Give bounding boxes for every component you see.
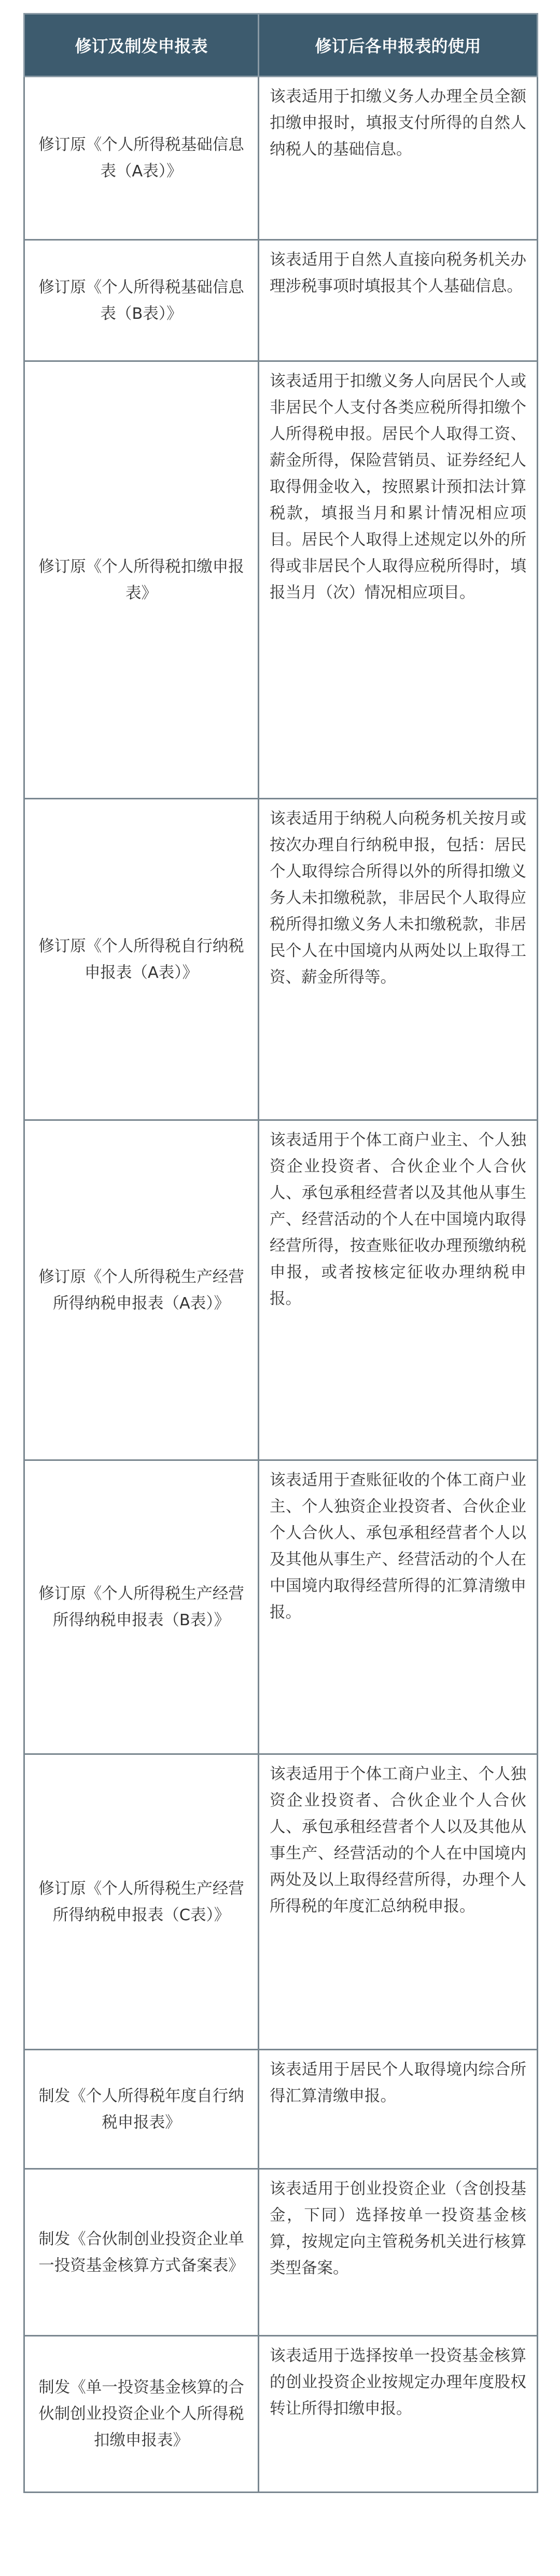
table-row <box>24 2169 538 2336</box>
table-row <box>24 240 538 361</box>
form-usage-cell: 该表适用于扣缴义务人办理全员全额扣缴申报时，填报支付所得的自然人纳税人的基础信息。 <box>259 77 538 240</box>
form-usage-cell: 该表适用于创业投资企业（含创投基金，下同）选择按单一投资基金核算，按规定向主管税务机关进行核算类型备案。 <box>259 2169 538 2336</box>
form-name-cell: 修订原《个人所得税基础信息表（A表）》 <box>24 77 259 240</box>
form-name-cell: 制发《合伙制创业投资企业单一投资基金核算方式备案表》 <box>24 2169 259 2336</box>
form-name-cell: 修订原《个人所得税基础信息表（B表）》 <box>24 240 259 361</box>
table-row <box>24 2336 538 2493</box>
form-usage-cell: 该表适用于自然人直接向税务机关办理涉税事项时填报其个人基础信息。 <box>259 240 538 361</box>
table-header-row <box>24 14 538 77</box>
form-name-cell: 修订原《个人所得税生产经营所得纳税申报表（B表）》 <box>24 1460 259 1754</box>
form-name-cell: 修订原《个人所得税生产经营所得纳税申报表（C表）》 <box>24 1754 259 2050</box>
table-row <box>24 799 538 1120</box>
table-row <box>24 1754 538 2050</box>
tax-forms-table <box>23 13 538 2493</box>
form-usage-cell: 该表适用于选择按单一投资基金核算的创业投资企业按规定办理年度股权转让所得扣缴申报。 <box>259 2336 538 2493</box>
table-row <box>24 1460 538 1754</box>
form-name-cell: 修订原《个人所得税扣缴申报表》 <box>24 361 259 799</box>
header-form: 修订及制发申报表 <box>24 14 259 77</box>
form-usage-cell: 该表适用于个体工商户业主、个人独资企业投资者、合伙企业个人合伙人、承包承租经营者个人以及其他从事生产、经营活动的个人在中国境内两处及以上取得经营所得，办理个人所得税的年度汇总纳税申报。 <box>259 1754 538 2050</box>
table-row <box>24 2050 538 2169</box>
form-usage-cell: 该表适用于扣缴义务人向居民个人或非居民个人支付各类应税所得扣缴个人所得税申报。居民个人取得工资、薪金所得，保险营销员、证券经纪人取得佣金收入，按照累计预扣法计算税款，填报当月和累计情况相应项目。居民个人取得上述规定以外的所得或非居民个人取得应税所得时，填报当月（次）情况相应项目。 <box>259 361 538 799</box>
form-name-cell: 修订原《个人所得税生产经营所得纳税申报表（A表）》 <box>24 1120 259 1460</box>
table-row <box>24 77 538 240</box>
header-usage: 修订后各申报表的使用 <box>259 14 538 77</box>
form-name-cell: 制发《单一投资基金核算的合伙制创业投资企业个人所得税扣缴申报表》 <box>24 2336 259 2493</box>
form-usage-cell: 该表适用于个体工商户业主、个人独资企业投资者、合伙企业个人合伙人、承包承租经营者以及其他从事生产、经营活动的个人在中国境内取得经营所得，按查账征收办理预缴纳税申报，或者按核定征收办理纳税申报。 <box>259 1120 538 1460</box>
form-usage-cell: 该表适用于居民个人取得境内综合所得汇算清缴申报。 <box>259 2050 538 2169</box>
form-usage-cell: 该表适用于查账征收的个体工商户业主、个人独资企业投资者、合伙企业个人合伙人、承包承租经营者个人以及其他从事生产、经营活动的个人在中国境内取得经营所得的汇算清缴申报。 <box>259 1460 538 1754</box>
table-row <box>24 1120 538 1460</box>
form-usage-cell: 该表适用于纳税人向税务机关按月或按次办理自行纳税申报，包括：居民个人取得综合所得以外的所得扣缴义务人未扣缴税款，非居民个人取得应税所得扣缴义务人未扣缴税款，非居民个人在中国境内从两处以上取得工资、薪金所得等。 <box>259 799 538 1120</box>
table-row <box>24 361 538 799</box>
form-name-cell: 制发《个人所得税年度自行纳税申报表》 <box>24 2050 259 2169</box>
document <box>23 13 537 2493</box>
form-name-cell: 修订原《个人所得税自行纳税申报表（A表）》 <box>24 799 259 1120</box>
